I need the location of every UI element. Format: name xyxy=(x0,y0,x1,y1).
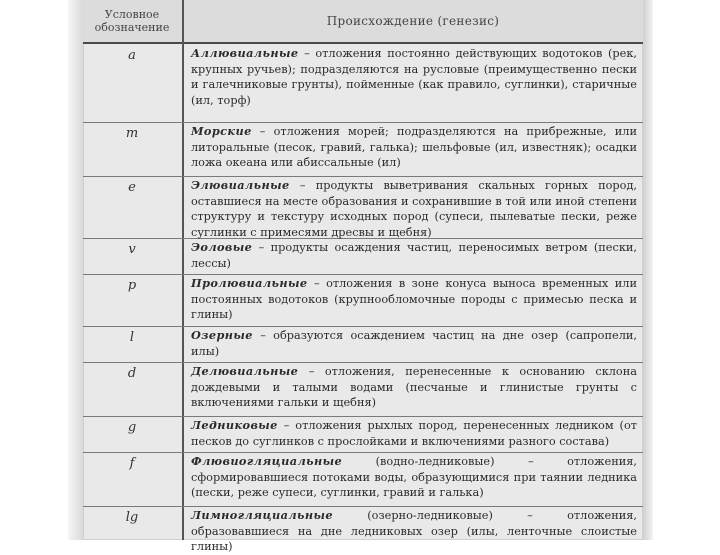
row-text: (озерно-ледниковые) – отложения, образовавшиеся на дне ледниковых озер (илы, ленточные слоистые глины) xyxy=(191,509,637,554)
row-description xyxy=(191,418,637,449)
row-term: Лимногляциальные xyxy=(191,508,333,522)
table-row xyxy=(83,44,643,123)
row-description xyxy=(191,508,637,555)
table-row xyxy=(83,274,643,327)
row-symbol: d xyxy=(127,366,137,381)
table-row xyxy=(83,326,643,363)
row-symbol: a xyxy=(128,48,136,63)
row-text: – отложения, перенесенные к основанию склона дождевыми и талыми водами (песчаные и глинистые грунты с включениями гальки и щебня) xyxy=(191,365,637,410)
table-row xyxy=(83,506,643,554)
header-symbol-column xyxy=(83,0,181,42)
row-term: Аллювиальные xyxy=(191,46,299,60)
row-term: Морские xyxy=(191,124,252,138)
row-text: – отложения постоянно действующих водотоков (рек, крупных ручьев); подразделяются на русловые (преимущественно пески и галечниковые грунты), пойменные (как правило, суглинки), старичные (ил, торф) xyxy=(191,47,637,107)
row-term: Пролювиальные xyxy=(191,276,308,290)
row-text: – продукты выветривания скальных горных пород, оставшиеся на месте образования и сохранившие в той или иной степени структуру и текстуру исходных пород (супеси, пылеватые пески, реже суглинки с примесями дресвы и щебня) xyxy=(191,179,637,239)
row-text: – отложения морей; подразделяются на прибрежные, или литоральные (песок, гравий, галька); шельфовые (ил, известняк); осадки ложа океана или абиссальные (ил) xyxy=(191,125,637,170)
row-symbol: m xyxy=(125,126,139,141)
header-genesis-column: Происхождение (генезис) xyxy=(326,14,500,28)
row-description xyxy=(191,178,637,240)
table-header xyxy=(83,0,643,44)
table-row xyxy=(83,452,643,507)
row-symbol: f xyxy=(129,456,135,471)
row-description xyxy=(191,276,637,323)
table-row xyxy=(83,362,643,417)
table-row xyxy=(83,238,643,275)
row-text: – образуются осаждением частиц на дне озер (сапропели, илы) xyxy=(191,329,637,358)
scan-left-edge xyxy=(68,0,84,540)
row-symbol: e xyxy=(128,180,136,195)
row-term: Флювиогляциальные xyxy=(191,454,343,468)
row-term: Ледниковые xyxy=(191,418,278,432)
row-term: Элювиальные xyxy=(191,178,290,192)
row-description xyxy=(191,454,637,501)
row-symbol: g xyxy=(127,420,137,435)
row-text: – продукты осаждения частиц, переносимых ветром (пески, лессы) xyxy=(191,241,637,270)
row-symbol: l xyxy=(129,330,135,345)
row-description xyxy=(191,124,637,171)
table-row xyxy=(83,122,643,177)
table-row xyxy=(83,176,643,239)
row-term: Эоловые xyxy=(191,240,253,254)
row-text: – отложения в зоне конуса выноса временных или постоянных водотоков (крупнообломочные породы с примесью песка и глины) xyxy=(191,277,637,322)
table-row xyxy=(83,416,643,453)
row-text: (водно-ледниковые) – отложения, сформировавшиеся потоками воды, образующимися при таянии ледника (пески, реже супеси, суглинки, гравий и галька) xyxy=(191,455,637,500)
row-symbol: lg xyxy=(125,510,139,525)
row-description xyxy=(191,46,637,108)
row-description xyxy=(191,364,637,411)
header-symbol-line2: обозначение xyxy=(94,21,170,34)
header-symbol-line1: Условное xyxy=(104,8,160,21)
row-term: Озерные xyxy=(191,328,253,342)
scanned-table xyxy=(83,0,643,554)
row-symbol: v xyxy=(128,242,136,257)
row-term: Делювиальные xyxy=(191,364,299,378)
row-text: – отложения рыхлых пород, перенесенных ледником (от песков до суглинков с прослойками и включениями разного состава) xyxy=(191,419,637,448)
row-symbol: p xyxy=(127,278,137,293)
row-description xyxy=(191,240,637,271)
scan-right-edge xyxy=(643,0,653,540)
row-description xyxy=(191,328,637,359)
